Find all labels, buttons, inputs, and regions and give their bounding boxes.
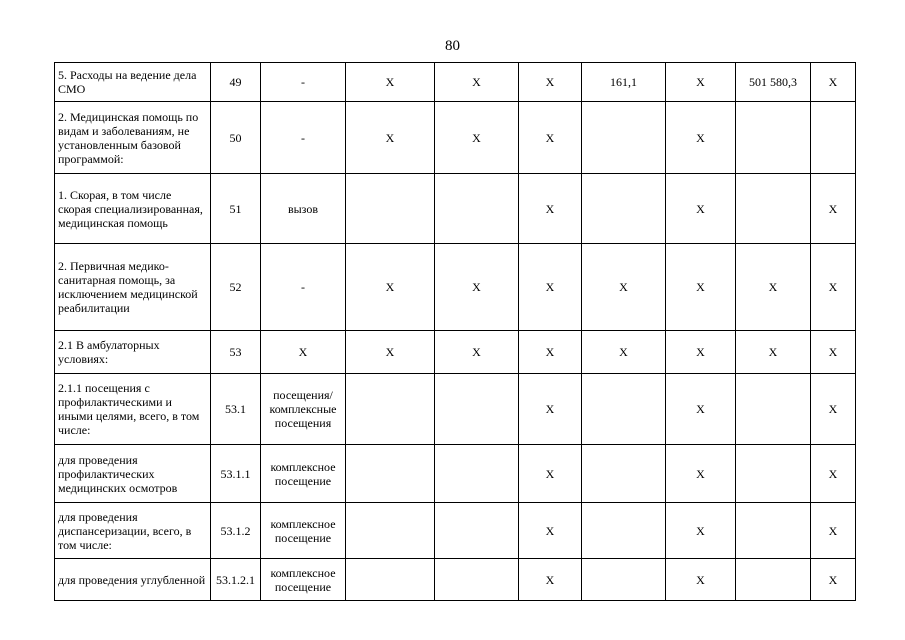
value-cell: X — [519, 244, 582, 331]
table-row — [55, 63, 856, 102]
value-cell — [346, 445, 435, 503]
table-row — [55, 445, 856, 503]
value-cell: X — [736, 331, 811, 374]
row-number: 51 — [211, 174, 261, 244]
table-row — [55, 503, 856, 559]
value-cell — [736, 445, 811, 503]
unit-cell: комплексное посещение — [261, 559, 346, 601]
value-cell — [582, 559, 666, 601]
value-cell: X — [519, 374, 582, 445]
value-cell — [435, 174, 519, 244]
value-cell: X — [666, 244, 736, 331]
value-cell: X — [666, 102, 736, 174]
value-cell — [582, 445, 666, 503]
value-cell: X — [346, 102, 435, 174]
row-number: 52 — [211, 244, 261, 331]
value-cell: X — [666, 503, 736, 559]
table-row — [55, 331, 856, 374]
row-name: для проведения углубленной — [55, 559, 211, 601]
row-name: для проведения диспансеризации, всего, в том числе: — [55, 503, 211, 559]
unit-cell: комплексное посещение — [261, 445, 346, 503]
row-number: 53.1 — [211, 374, 261, 445]
row-name: для проведения профилактических медицинских осмотров — [55, 445, 211, 503]
value-cell: X — [435, 63, 519, 102]
value-cell — [736, 374, 811, 445]
row-number: 53.1.2.1 — [211, 559, 261, 601]
table-row — [55, 374, 856, 445]
value-cell: X — [519, 445, 582, 503]
table-row — [55, 244, 856, 331]
value-cell: X — [666, 331, 736, 374]
value-cell — [346, 174, 435, 244]
row-name: 1. Скорая, в том числе скорая специализированная, медицинская помощь — [55, 174, 211, 244]
value-cell: X — [811, 503, 856, 559]
row-name: 2. Первичная медико-санитарная помощь, за исключением медицинской реабилитации — [55, 244, 211, 331]
value-cell: X — [582, 331, 666, 374]
value-cell — [582, 174, 666, 244]
value-cell: X — [346, 244, 435, 331]
row-number: 53.1.2 — [211, 503, 261, 559]
value-cell: X — [519, 63, 582, 102]
row-name: 2. Медицинская помощь по видам и заболеваниям, не установленным базовой программой: — [55, 102, 211, 174]
value-cell: X — [519, 102, 582, 174]
row-number: 49 — [211, 63, 261, 102]
value-cell: X — [519, 331, 582, 374]
value-cell — [736, 503, 811, 559]
row-name: 2.1.1 посещения с профилактическими и иными целями, всего, в том числе: — [55, 374, 211, 445]
value-cell: X — [811, 63, 856, 102]
value-cell — [736, 102, 811, 174]
value-cell — [736, 559, 811, 601]
value-cell — [736, 174, 811, 244]
unit-cell: посещения/комплексные посещения — [261, 374, 346, 445]
value-cell: X — [582, 244, 666, 331]
row-number: 53 — [211, 331, 261, 374]
value-cell — [435, 559, 519, 601]
value-cell: X — [666, 445, 736, 503]
unit-cell: - — [261, 102, 346, 174]
unit-cell: комплексное посещение — [261, 503, 346, 559]
value-cell: X — [666, 559, 736, 601]
value-cell: X — [811, 374, 856, 445]
value-cell: X — [811, 559, 856, 601]
value-cell — [346, 374, 435, 445]
value-cell: 501 580,3 — [736, 63, 811, 102]
value-cell: X — [666, 374, 736, 445]
unit-cell: вызов — [261, 174, 346, 244]
value-cell: X — [736, 244, 811, 331]
table-row — [55, 174, 856, 244]
row-name: 2.1 В амбулаторных условиях: — [55, 331, 211, 374]
value-cell: X — [346, 331, 435, 374]
value-cell: X — [811, 331, 856, 374]
row-number: 50 — [211, 102, 261, 174]
unit-cell: X — [261, 331, 346, 374]
row-number: 53.1.1 — [211, 445, 261, 503]
value-cell — [346, 503, 435, 559]
report-table — [54, 62, 856, 601]
table-row — [55, 102, 856, 174]
value-cell: X — [519, 174, 582, 244]
table-row — [55, 559, 856, 601]
row-name: 5. Расходы на ведение дела СМО — [55, 63, 211, 102]
page-number: 80 — [445, 38, 460, 54]
value-cell: X — [811, 174, 856, 244]
unit-cell: - — [261, 244, 346, 331]
value-cell — [811, 102, 856, 174]
value-cell: X — [435, 331, 519, 374]
value-cell — [582, 374, 666, 445]
value-cell — [346, 559, 435, 601]
value-cell: X — [519, 503, 582, 559]
value-cell: X — [666, 63, 736, 102]
value-cell: X — [435, 244, 519, 331]
value-cell: X — [666, 174, 736, 244]
value-cell — [435, 503, 519, 559]
value-cell: X — [811, 244, 856, 331]
value-cell — [435, 374, 519, 445]
value-cell — [582, 503, 666, 559]
value-cell: X — [811, 445, 856, 503]
value-cell — [582, 102, 666, 174]
value-cell: X — [435, 102, 519, 174]
value-cell: X — [346, 63, 435, 102]
value-cell: X — [519, 559, 582, 601]
value-cell: 161,1 — [582, 63, 666, 102]
value-cell — [435, 445, 519, 503]
unit-cell: - — [261, 63, 346, 102]
